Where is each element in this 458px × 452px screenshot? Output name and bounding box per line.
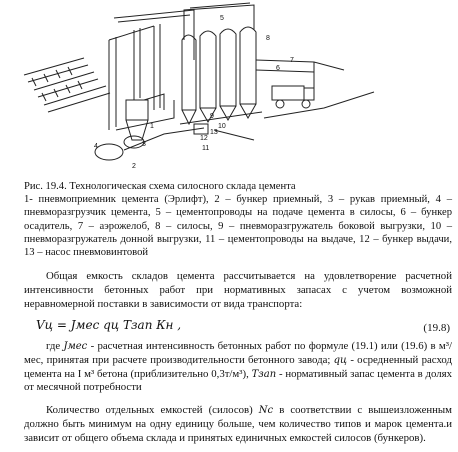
paragraph-capacity: Общая емкость складов цемента рассчитывается на удовлетворение расчетной интенсивности бетонных работ при нормативных запасах с учетом возможной неравномерной поставки в зависимости от вида транспорта: [24,270,452,310]
symbol-tzap: Тзап [251,368,277,380]
symbol-nc: Nc [258,405,274,416]
figure-label-12: 12 [200,135,208,142]
rail-tracks [24,58,110,112]
silo-count-text-a: Количество отдельных емкостей (силосов) [46,404,253,416]
figure-label-2: 2 [132,163,136,170]
figure-label-9: 9 [210,113,214,120]
figure-label-1: 1 [150,123,154,130]
silo-count-text-b: в соответствии с вышеизложенным должно быть минимум на одну единицу больше, чем количество типов и марок цемента.и зависит от общего объема склада и принятых единичных емкостей силосов (бункеров). [24,404,453,444]
definition-tzap: - нормативный запас цемента в долях от месячной потребности [24,367,453,394]
figure-label-4: 4 [94,143,98,150]
caption-legend: 1- пневмоприемник цемента (Эрлифт), 2 – бункер приемный, 3 – рукав приемный, 4 – пневморазгрузчик цемента, 5 – цементопроводы на подаче цемента в силосы, 6 – бункер осадитель, 7 – аэрожелоб, 8 – силосы, 9 – пневморазгружатель боковой выгрузки, 10 – пневморазгружатель донной выгрузки, 11 – цементопроводы на выдаче, 12 – бункер выдачи, 13 – насос пневмовинтовой [24,194,452,259]
figure-label-7: 7 [290,57,294,64]
figure-label-6: 6 [276,65,280,72]
figure-label-3: 3 [142,141,146,148]
formula-19-8: Vц = Jмес qц Тзап Кн , [36,318,182,332]
paragraph-definitions [24,340,452,395]
cement-silo-diagram [14,0,454,178]
figure-label-5: 5 [220,15,224,22]
gallery-structure [109,10,194,140]
figure-label-13: 13 [210,129,218,136]
outgoing-pipelines [256,60,374,118]
definition-qc: - осредненный расход цемента на I м³ бетона (приблизительно 0,3т/м³), [24,353,453,380]
symbol-jmes: Jмес [63,341,88,352]
paragraph-silo-count [24,404,452,445]
definition-jmes: - расчетная интенсивность бетонных работ по формуле (19.1) или (19.6) в м³/мес, принятая при расчете производительности бетонного завода; [24,340,452,366]
cement-truck [272,86,314,108]
figure-caption [24,180,452,259]
symbol-qc: qц [333,354,348,366]
equation-number: (19.8) [423,322,450,334]
caption-title: Рис. 19.4. Технологическая схема силосного склада цемента [24,181,296,192]
figure-label-10: 10 [218,123,226,130]
figure-label-11: 11 [202,145,210,152]
definitions-prefix: где [46,340,64,352]
figure-label-8: 8 [266,35,270,42]
